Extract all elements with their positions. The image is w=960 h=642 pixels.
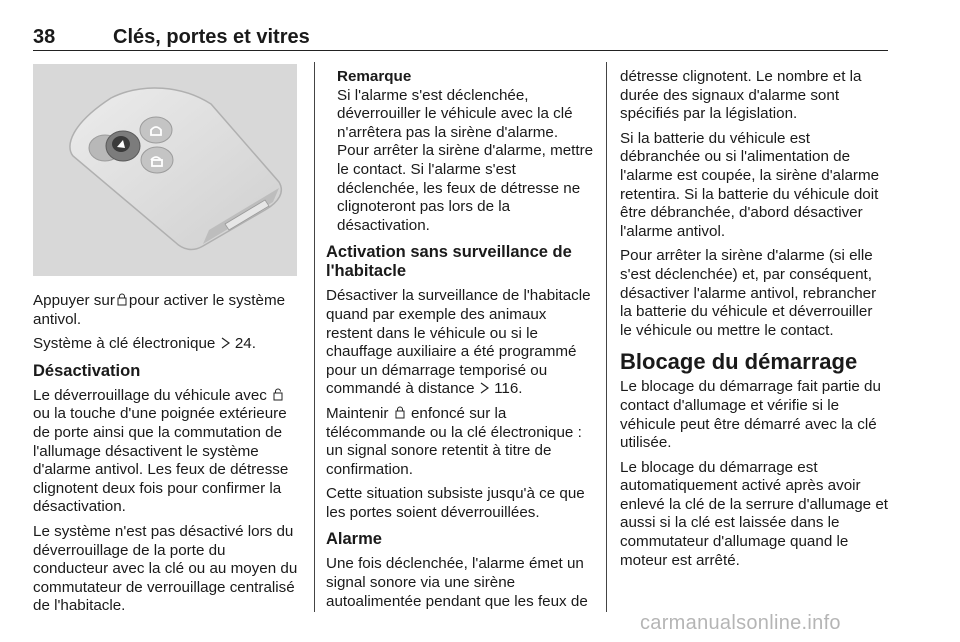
paragraph-interior-monitoring: Désactiver la surveillance de l'habitacle quand par exemple des animaux restent dans le véhicule ou si le chauffage auxiliaire a été programmé pour un démarrage temporisé ou commandé à distance 116. <box>326 287 591 398</box>
column-3 <box>620 68 888 576</box>
paragraph-battery-disconnected: Si la batterie du véhicule est débranchée ou si l'alimentation de l'alarme est coupée, la sirène d'alarme retentira. Si la batterie du véhicule doit être débranchée, d'abord désactiver l'alarme antivol. <box>620 129 880 240</box>
page-title: Clés, portes et vitres <box>113 26 310 48</box>
heading-alarm: Alarme <box>326 530 382 549</box>
paragraph-not-deactivated: Le système n'est pas désactivé lors du déverrouillage de la porte du conducteur avec la clé ou au moyen du commutateur de verrouillage centralisé de l'habitacle. <box>33 522 298 615</box>
heading-immobilizer: Blocage du démarrage <box>620 349 858 375</box>
paragraph-alarm: Une fois déclenchée, l'alarme émet un signal sonore via une sirène autoalimentée pendant que les feux de <box>326 555 588 610</box>
column-1 <box>33 292 301 622</box>
note-body: Si l'alarme s'est déclenchée, déverrouiller le véhicule avec la clé n'arrêtera pas la sirène d'alarme. Pour arrêter la sirène d'alarme, mettre le contact. Si l'alarme s'est déclenchée, les feux de détresse ne clignoteront pas lors de la désactivation. <box>337 86 594 234</box>
page-number: 38 <box>33 26 56 48</box>
paragraph-hazard-duration: détresse clignotent. Le nombre et la durée des signaux d'alarme sont spécifiés par la législation. <box>620 68 862 123</box>
paragraph-activate: Appuyer sur pour activer le système antivol. <box>33 292 286 328</box>
lock-icon <box>395 406 405 419</box>
column-divider-2 <box>606 62 607 612</box>
paragraph-immobilizer-check: Le blocage du démarrage fait partie du contact d'allumage et vérifie si le véhicule peut être démarré avec la clé utilisée. <box>620 378 881 452</box>
paragraph-deactivation: Le déverrouillage du véhicule avec ou la touche d'une poignée extérieure de porte ainsi que la commutation de l'allumage désactivent le système d'alarme antivol. Les feux de détresse clignotent deux fois pour confirmer la désactivation. <box>33 386 289 516</box>
lock-icon <box>117 293 127 306</box>
paragraph-until-unlocked: Cette situation subsiste jusqu'à ce que les portes soient déverrouillées. <box>326 485 585 521</box>
page-header <box>33 24 889 52</box>
paragraph-electronic-key-ref: Système à clé électronique 24. <box>33 335 256 353</box>
reference-arrow-icon <box>221 337 230 349</box>
paragraph-immobilizer-activation: Le blocage du démarrage est automatiquement activé après avoir enlevé la clé de la serrure d'allumage et aussi si la clé est laissée dans le commutateur d'allumage quand le moteur est arrêté. <box>620 458 888 569</box>
header-divider <box>33 50 888 51</box>
key-card-illustration <box>33 64 297 276</box>
heading-activation-without-interior: Activation sans surveillance de l'habitacle <box>326 243 572 281</box>
heading-deactivation: Désactivation <box>33 361 141 380</box>
note-title: Remarque <box>337 68 412 85</box>
unlock-icon <box>273 388 283 401</box>
column-divider-1 <box>314 62 315 612</box>
reference-arrow-icon <box>480 382 489 394</box>
note-block <box>326 68 594 235</box>
watermark: carmanualsonline.info <box>640 612 841 634</box>
key-card-drawing <box>33 64 297 276</box>
paragraph-stop-siren: Pour arrêter la sirène d'alarme (si elle s'est déclenchée) et, par conséquent, désactiver l'alarme antivol, rebrancher la batterie du véhicule et déverrouiller le véhicule ou mettre le contact. <box>620 247 877 339</box>
column-2 <box>326 68 594 617</box>
paragraph-hold-lock: Maintenir enfoncé sur la télécommande ou la clé électronique : un signal sonore retentit à titre de confirmation. <box>326 404 582 478</box>
